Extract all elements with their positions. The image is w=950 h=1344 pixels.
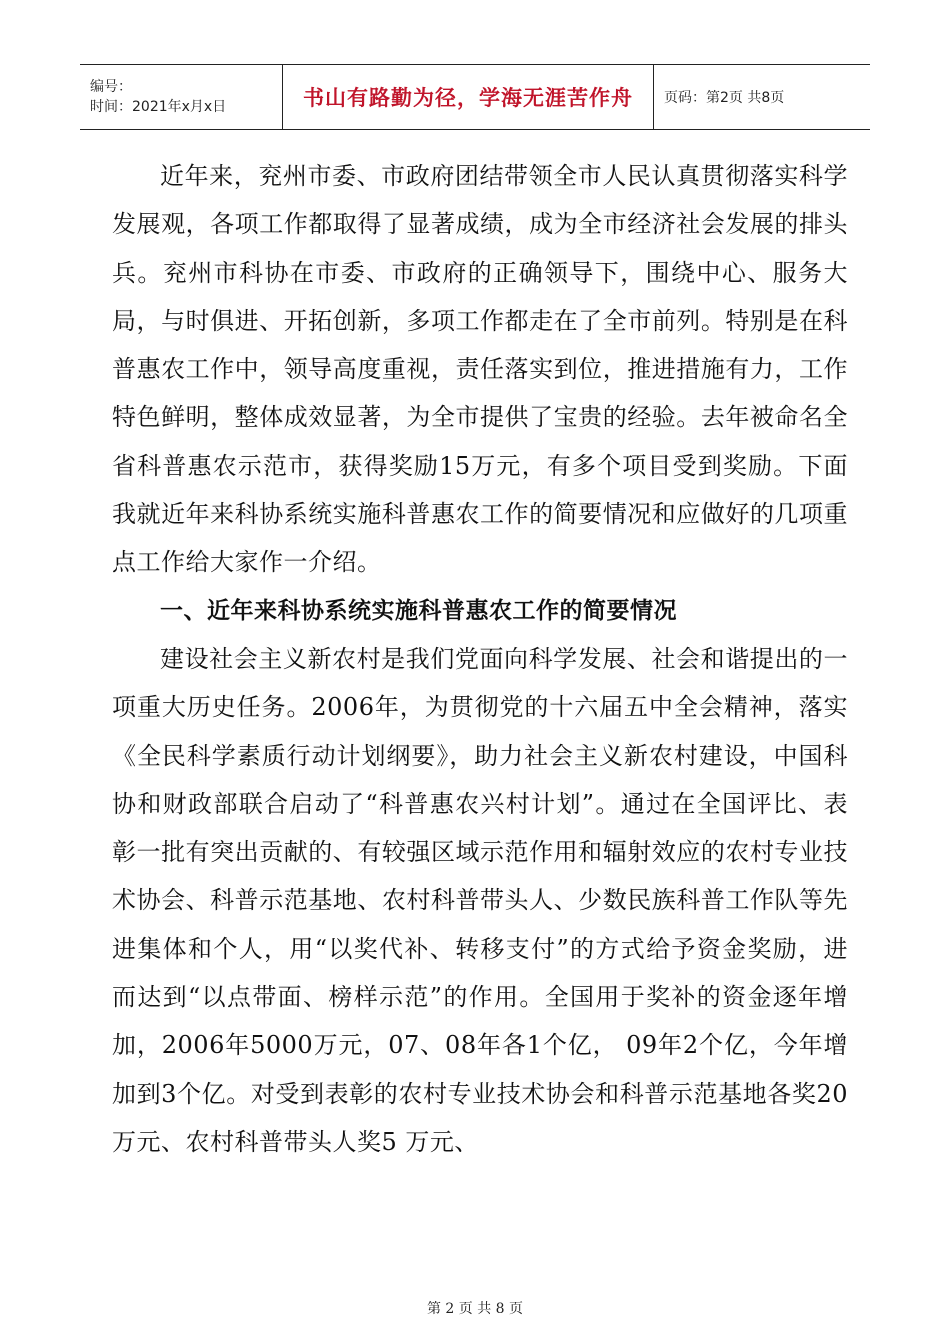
page-footer: 第 2 页 共 8 页 [426,1301,524,1317]
header-motto: 书山有路勤为径，学海无涯苦作舟 [282,65,654,129]
header-page-code: 页码：第2页 共8页 [664,90,785,106]
paragraph-intro: 近年来，兖州市委、市政府团结带领全市人民认真贯彻落实科学发展观，各项工作都取得了显著成绩，成为全市经济社会发展的排头兵。兖州市科协在市委、市政府的正确领导下，围绕中心、服务大局，与时俱进、开拓创新，多项工作都走在了全市前列。特别是在科普惠农工作中，领导高度重视，责任落实到位，推进措施有力，工作特色鲜明，整体成效显著，为全市提供了宝贵的经验。去年被命名全省科普惠农示范市，获得奖励15万元，有多个项目受到奖励。下面我就近年来科协系统实施科普惠农工作的简要情况和应做好的几项重点工作给大家作一介绍。 [112,162,848,577]
header-meta [80,65,282,129]
serial-number-label: 编号： [90,79,132,95]
document-body [112,152,848,1166]
section-heading-1: 一、近年来科协系统实施科普惠农工作的简要情况 [160,597,677,624]
page-header [80,64,870,130]
paragraph-section-1: 建设社会主义新农村是我们党面向科学发展、社会和谐提出的一项重大历史任务。2006年，为贯彻党的十六届五中全会精神，落实《全民科学素质行动计划纲要》，助力社会主义新农村建设，中国科协和财政部联合启动了“科普惠农兴村计划”。通过在全国评比、表彰一批有突出贡献的、有较强区域示范作用和辐射效应的农村专业技术协会、科普示范基地、农村科普带头人、少数民族科普工作队等先进集体和个人，用“以奖代补、转移支付”的方式给予资金奖励，进而达到“以点带面、榜样示范”的作用。全国用于奖补的资金逐年增加，2006年5000万元，07、08年各1个亿， 09年2个亿，今年增加到3个亿。对受到表彰的农村专业技术协会和科普示范基地各奖20万元、农村科普带头人奖5 万元、 [112,644,848,1156]
date-label: 时间：2021年x月x日 [90,99,227,115]
